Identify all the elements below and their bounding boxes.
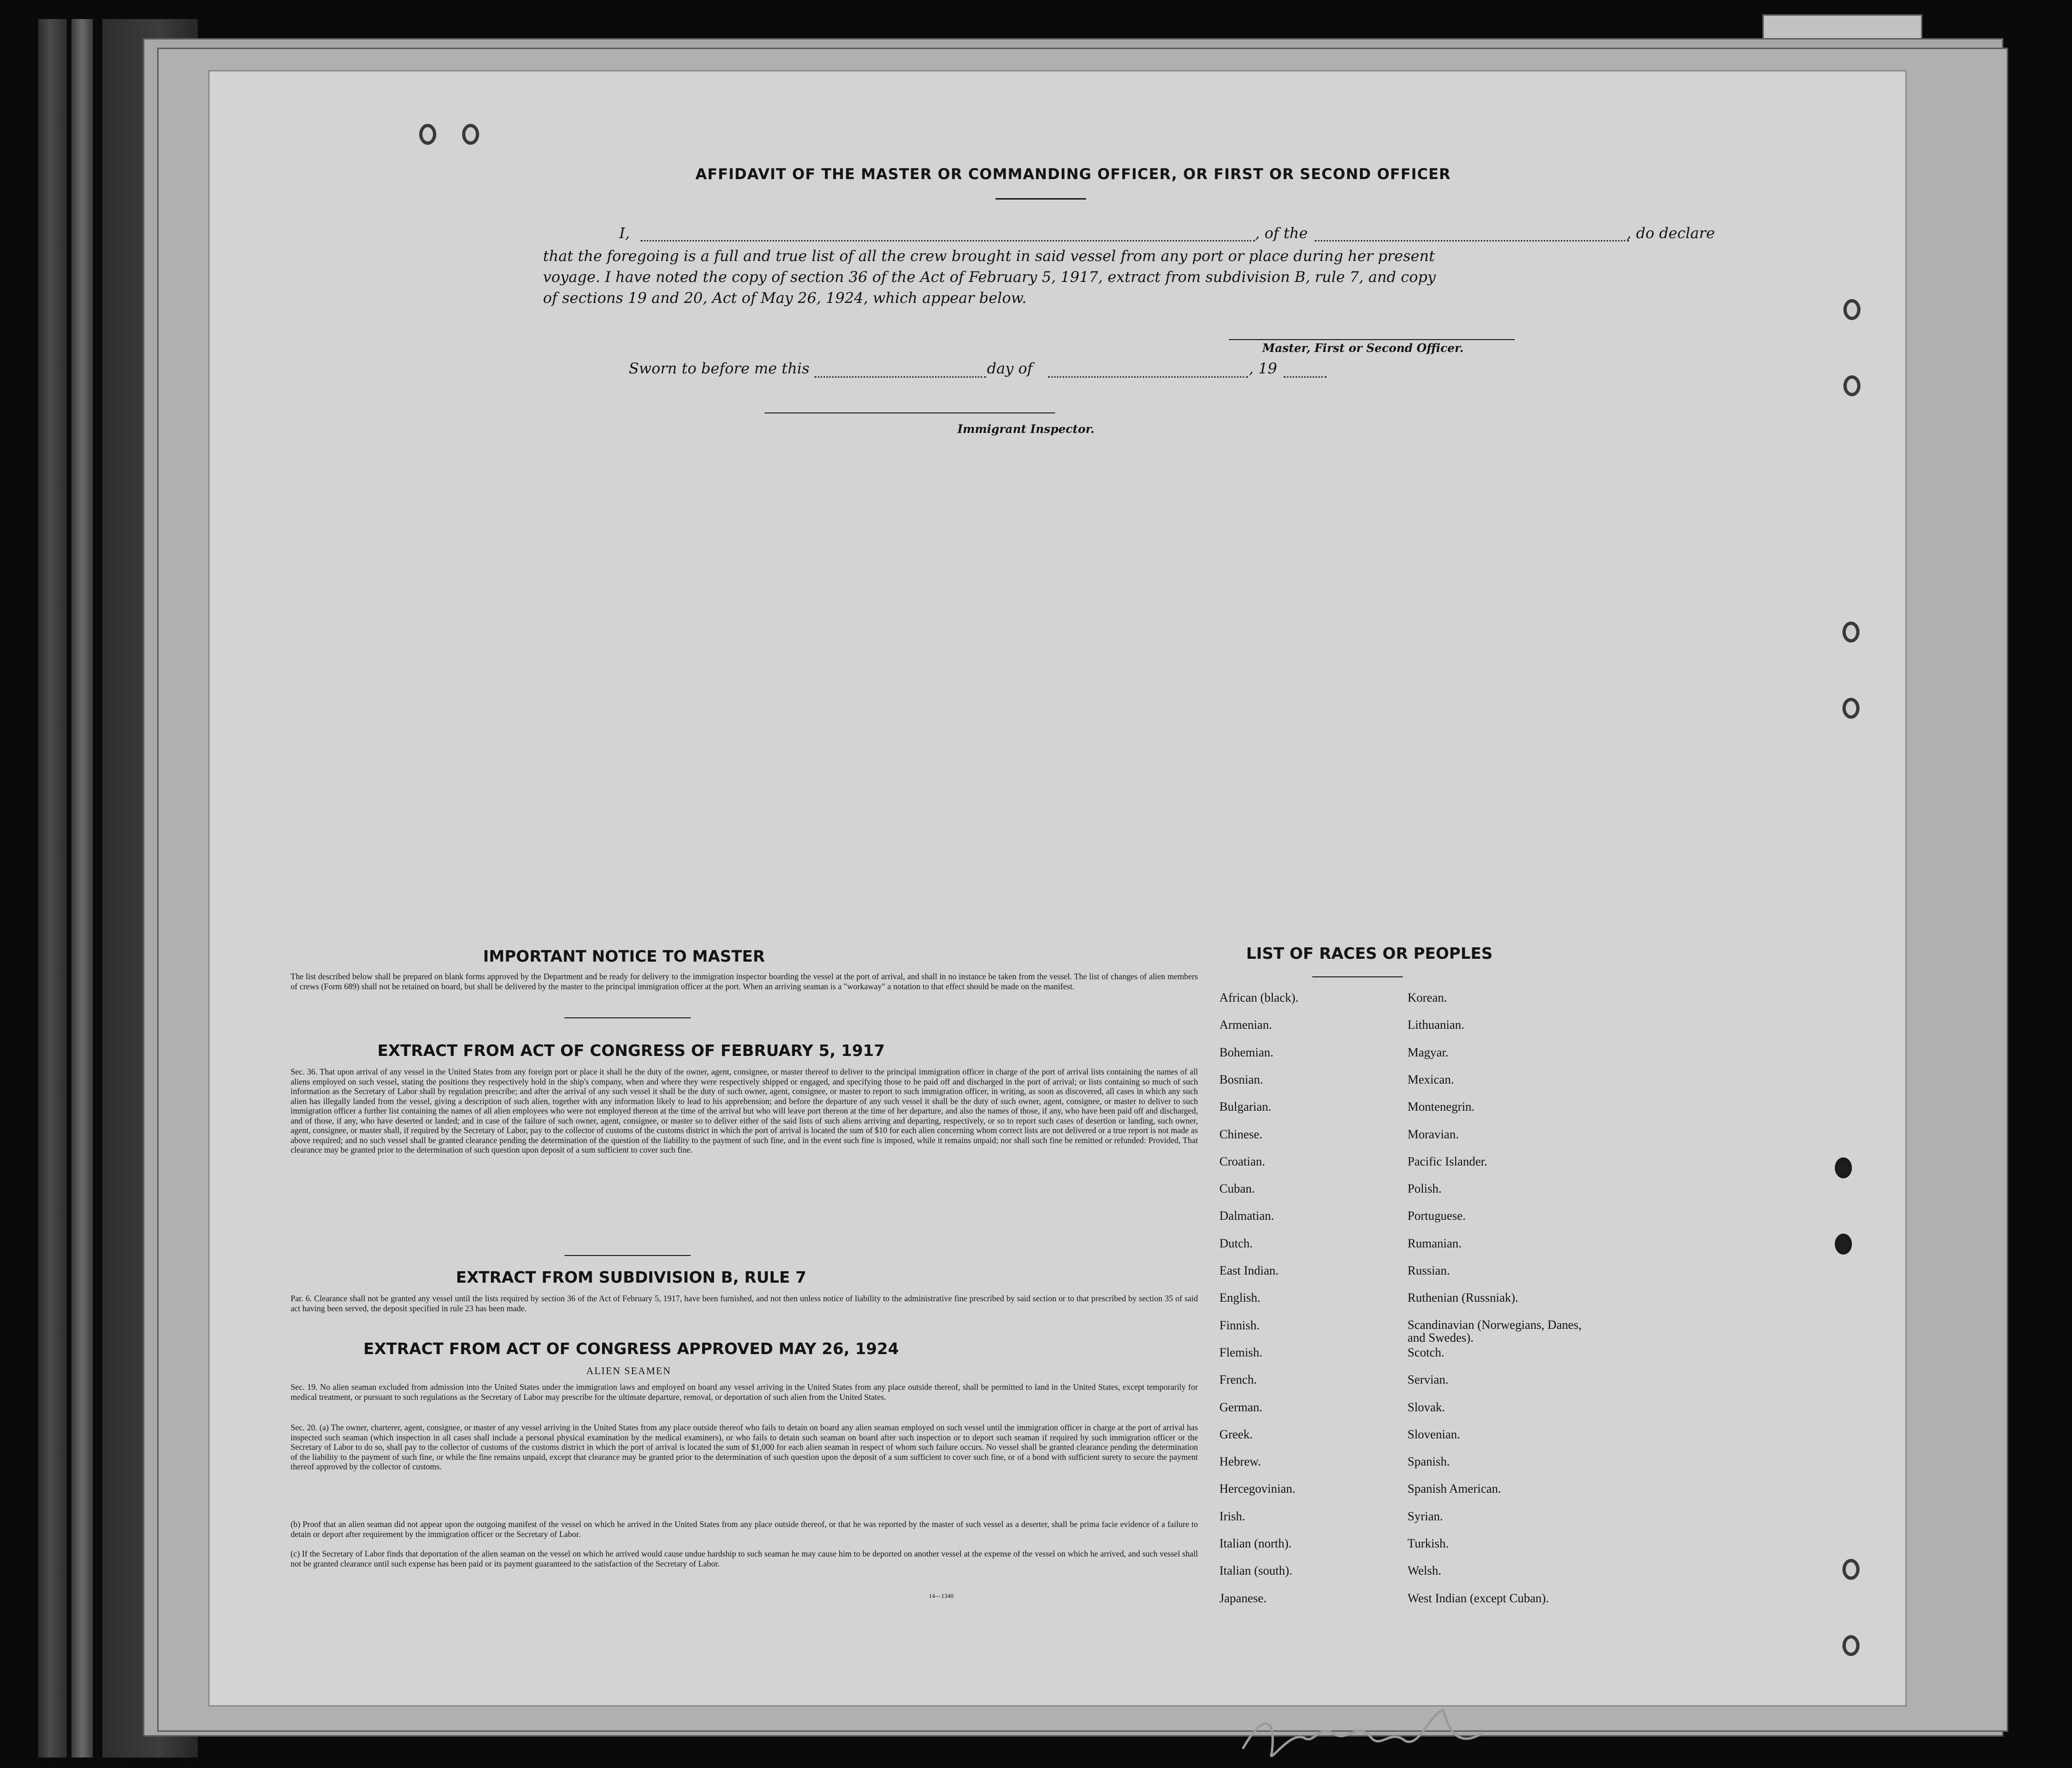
race-item: English. <box>1219 1291 1260 1305</box>
punch-hole <box>1842 698 1860 719</box>
race-item: Italian (north). <box>1219 1537 1292 1550</box>
race-item: Moravian. <box>1408 1127 1459 1141</box>
race-item: Hercegovinian. <box>1219 1482 1296 1496</box>
race-item: Spanish American. <box>1408 1482 1501 1496</box>
document-sheet <box>210 71 1905 1705</box>
race-item: Finnish. <box>1219 1318 1260 1332</box>
master-signature-line[interactable] <box>1229 339 1515 340</box>
race-item: Rumanian. <box>1408 1236 1462 1250</box>
affidavit-title: AFFIDAVIT OF THE MASTER OR COMMANDING OFFICER, OR FIRST OR SECOND OFFICER <box>695 166 1451 183</box>
sworn-year-label: , 19 <box>1249 360 1277 377</box>
notice-body: The list described below shall be prepared on blank forms approved by the Department and be ready for delivery to the immigration inspector boarding the vessel at the port of arrival, and shall in no instance be taken from the vessel. The list of changes of alien members of crews (Form 689) shall not be retained on board, but shall be delivered by the master to the principal immigration officer at the port. When an arriving seaman is a "workaway" a notation to that effect should be made on the manifest. <box>291 972 1198 991</box>
race-item: Slovak. <box>1408 1400 1445 1414</box>
race-item: Japanese. <box>1219 1591 1267 1605</box>
handwritten-signature <box>1234 1696 1500 1767</box>
sworn-month-field[interactable] <box>1048 376 1248 378</box>
sec20c-body: (c) If the Secretary of Labor finds that deportation of the alien seaman on the vessel on which he arrived would cause undue hardship to such seaman he may cause him to be deported on another vessel at the expense of the vessel on which he arrived, and such vessel shall not be granted clearance until such expense has been paid or its payment guaranteed to the satisfaction of the Secretary of Labor. <box>291 1549 1198 1568</box>
race-item: German. <box>1219 1400 1263 1414</box>
punch-hole <box>1843 299 1861 320</box>
punch-hole <box>462 124 479 145</box>
punch-hole <box>1842 1559 1860 1580</box>
sec19-body: Sec. 19. No alien seaman excluded from admission into the United States under the immigration laws and employed on board any vessel arriving in the United States from any place outside thereof, shall be permitted to land in the United States, except temporarily for medical treatment, or pursuant to such regulations as the Secretary of Labor may prescribe for the ultimate departure, removal, or deportation of such alien from the United States. <box>291 1382 1198 1402</box>
sworn-year-field[interactable] <box>1284 376 1327 378</box>
inspector-caption: Immigrant Inspector. <box>957 422 1095 436</box>
race-item: Scandinavian (Norwegians, Danes, and Swedes). <box>1408 1317 1582 1345</box>
section-divider <box>564 1255 691 1256</box>
extract-rule7-title: EXTRACT FROM SUBDIVISION B, RULE 7 <box>456 1268 806 1286</box>
punch-hole <box>1842 1635 1860 1656</box>
extract-1917-body: Sec. 36. That upon arrival of any vessel in the United States from any foreign port or place it shall be the duty of the owner, agent, consignee, or master thereof to deliver to the principal immigration officer in charge of the port of arrival lists containing the names of all aliens employed on such vessel, stating the positions they respectively hold in the ship's company, when and where they were respectively shipped or engaged, and specifying those to be paid off and discharged in the port of arrival; or lists containing so much of such information as the Secretary of Labor shall by regulation prescribe; and after the arrival of any such vessel it shall be the duty of such owner, agent, consignee, or master to report to such immigration officer, in writing, as soon as discovered, all cases in which any such alien has illegally landed from the vessel, giving a description of such alien, together with any information likely to lead to his apprehension; and before the departure of any such vessel it shall be the duty of such owner, agent, consignee, or master to deliver to such immigration officer a further list containing the names of all alien employees who were not employed thereon at the time of the arrival but who will leave port thereon at the time of her departure, and also the names of those, if any, who have been paid off and discharged, and of those, if any, who have deserted or landed; and in case of the failure of such owner, agent, consignee, or master so to deliver either of the said lists of such aliens arriving and departing, respectively, or so to report such cases of desertion or landing, such owner, agent, consignee, or master shall, if required by the Secretary of Labor, pay to the collector of customs of the customs district in which the port of arrival is located the sum of $10 for each alien concerning whom correct lists are not delivered or a true report is not made as above required; and no such vessel shall be granted clearance pending the determination of the question of the liability to the payment of such fine, and in the event such fine is imposed, while it remains unpaid; nor shall such fine be remitted or refunded: Provided, That clearance may be granted prior to the determination of such question upon deposit of a sum sufficient to cover such fine. <box>291 1067 1198 1155</box>
race-item: Syrian. <box>1408 1509 1443 1523</box>
section-divider <box>564 1017 691 1018</box>
punch-hole <box>1843 375 1861 396</box>
sworn-day-label: day of <box>987 360 1033 377</box>
race-item: Irish. <box>1219 1509 1246 1523</box>
races-title: LIST OF RACES OR PEOPLES <box>1246 944 1493 963</box>
race-item: Montenegrin. <box>1408 1100 1475 1114</box>
sworn-prefix: Sworn to before me this <box>629 360 810 377</box>
punch-hole <box>419 124 436 145</box>
affidavit-line3: voyage. I have noted the copy of section 36 of the Act of February 5, 1917, extract from subdivision B, rule 7, and copy <box>543 269 1436 286</box>
alien-seamen-subtitle: ALIEN SEAMEN <box>586 1365 672 1376</box>
race-item: West Indian (except Cuban). <box>1408 1591 1549 1605</box>
race-item: Polish. <box>1408 1182 1442 1196</box>
race-item: Dalmatian. <box>1219 1209 1274 1223</box>
race-item: Croatian. <box>1219 1154 1266 1168</box>
affidavit-line2: that the foregoing is a full and true list of all the crew brought in said vessel from any port or place during her present <box>543 248 1435 265</box>
sec20a-body: Sec. 20. (a) The owner, charterer, agent, consignee, or master of any vessel arriving in the United States from any place outside thereof who fails to detain on board any alien seaman employed on such vessel until the immigration officer in charge at the port of arrival has inspected such seaman (which inspection in all cases shall include a personal physical examination by the medical examiners), or who fails to detain such seaman on board after such inspection or to deport such seaman if required by such immigration officer or the Secretary of Labor to do so, shall pay to the collector of customs of the customs district in which the port of arrival is located the sum of $1,000 for each alien seaman in respect of whom such failure occurs. No vessel shall be granted clearance pending the determination of the liability to the payment of such fine, or while the fine remains unpaid, except that clearance may be granted prior to the determination of such question upon the deposit of a sum sufficient to cover such fine, or of a bond with sufficient surety to secure the payment thereof approved by the collector of customs. <box>291 1423 1198 1471</box>
punch-hole <box>1835 1234 1852 1255</box>
race-item: Lithuanian. <box>1408 1018 1465 1032</box>
race-item: Bulgarian. <box>1219 1100 1272 1114</box>
notice-title: IMPORTANT NOTICE TO MASTER <box>483 947 765 965</box>
form-number: 14—1340 <box>929 1592 954 1599</box>
inspector-signature-line[interactable] <box>764 412 1055 413</box>
title-divider <box>996 198 1086 200</box>
race-item: Magyar. <box>1408 1045 1448 1059</box>
master-caption: Master, First or Second Officer. <box>1262 341 1464 355</box>
race-item: Russian. <box>1408 1264 1450 1277</box>
binder-edge <box>38 19 67 1758</box>
race-item: Portuguese. <box>1408 1209 1466 1223</box>
punch-hole <box>1835 1157 1852 1178</box>
punch-hole <box>1842 622 1860 643</box>
race-item: Italian (south). <box>1219 1564 1293 1578</box>
race-item: Scotch. <box>1408 1345 1445 1359</box>
race-item: Turkish. <box>1408 1537 1449 1550</box>
affidavit-line1-end: , do declare <box>1627 225 1715 242</box>
binder-edge <box>71 19 93 1758</box>
race-item: Korean. <box>1408 991 1448 1005</box>
race-item: Dutch. <box>1219 1236 1253 1250</box>
affidavit-line1-prefix: I, <box>619 225 630 242</box>
race-item: Pacific Islander. <box>1408 1154 1488 1168</box>
sec20b-body: (b) Proof that an alien seaman did not appear upon the outgoing manifest of the vessel on which he arrived in the United States from any place outside thereof, or that he was reported by the master of such vessel as a deserter, shall be prima facie evidence of a failure to detain or deport after requirement by the immigration officer or the Secretary of Labor. <box>291 1519 1198 1539</box>
race-item: Slovenian. <box>1408 1427 1460 1441</box>
race-item: Bohemian. <box>1219 1045 1274 1059</box>
race-item: Ruthenian (Russniak). <box>1408 1291 1519 1305</box>
race-item: French. <box>1219 1373 1257 1387</box>
race-item: African (black). <box>1219 991 1299 1005</box>
extract-rule7-body: Par. 6. Clearance shall not be granted any vessel until the lists required by section 36 of the Act of February 5, 1917, have been furnished, and not then unless notice of liability to the administrative fine prescribed by said section or to that prescribed by section 35 of said act having been served, the deposit specified in rule 23 has been made. <box>291 1294 1198 1313</box>
extract-1924-title: EXTRACT FROM ACT OF CONGRESS APPROVED MAY 26, 1924 <box>363 1339 899 1358</box>
race-item: Flemish. <box>1219 1345 1263 1359</box>
race-item: Cuban. <box>1219 1182 1255 1196</box>
affidavit-line1-mid: , of the <box>1255 225 1308 242</box>
race-item: East Indian. <box>1219 1264 1279 1277</box>
race-item: Chinese. <box>1219 1127 1263 1141</box>
race-item: Spanish. <box>1408 1455 1450 1469</box>
race-item: Servian. <box>1408 1373 1448 1387</box>
race-item: Hebrew. <box>1219 1455 1261 1469</box>
race-item: Armenian. <box>1219 1018 1272 1032</box>
affidavit-line4: of sections 19 and 20, Act of May 26, 1924, which appear below. <box>543 290 1027 307</box>
race-item: Welsh. <box>1408 1564 1441 1578</box>
extract-1917-title: EXTRACT FROM ACT OF CONGRESS OF FEBRUARY 5, 1917 <box>377 1041 885 1060</box>
race-item: Bosnian. <box>1219 1072 1263 1086</box>
race-item: Greek. <box>1219 1427 1253 1441</box>
vessel-field[interactable] <box>1315 240 1629 241</box>
race-item: Mexican. <box>1408 1072 1454 1086</box>
name-field[interactable] <box>641 240 1255 241</box>
races-divider <box>1312 976 1403 977</box>
sworn-day-field[interactable] <box>815 376 986 378</box>
